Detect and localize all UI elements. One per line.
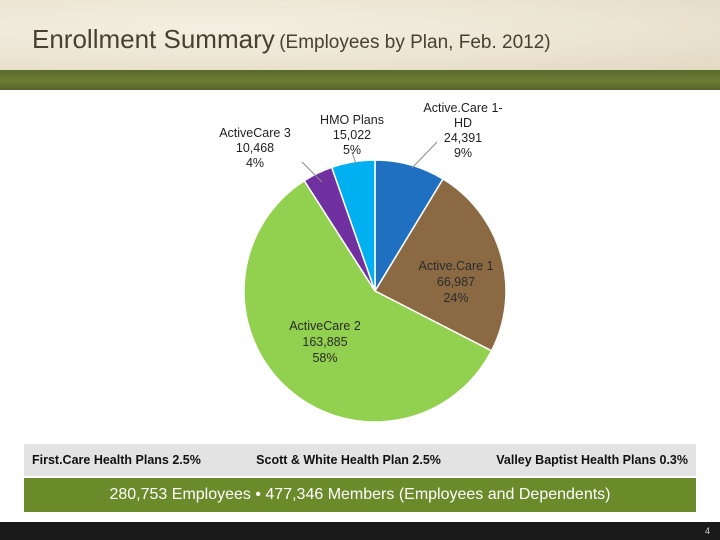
- other-plans-note-bar: [24, 444, 696, 476]
- footer-bar: [0, 522, 720, 540]
- label-ac1hd-pct: 9%: [453, 146, 473, 160]
- note-scott-white: Scott & White Health Plan 2.5%: [256, 453, 441, 467]
- label-hmo-value: 15,022: [332, 128, 372, 142]
- label-ac2-line1: ActiveCare 2: [289, 319, 361, 333]
- label-ac1-pct: 24%: [443, 291, 469, 305]
- label-ac3-line1: ActiveCare 3: [219, 126, 291, 140]
- label-ac1hd-value: 24,391: [443, 131, 483, 145]
- header-banner: [0, 0, 720, 70]
- label-ac2-pct: 58%: [312, 351, 338, 365]
- label-ac2-value: 163,885: [302, 335, 348, 349]
- pie-chart-svg: [0, 90, 720, 442]
- header-divider-bar: [0, 70, 720, 90]
- page-number: 4: [704, 526, 710, 536]
- note-firstcare: First.Care Health Plans 2.5%: [32, 453, 201, 467]
- leader-line-ac1hd: [412, 142, 437, 168]
- label-ac3-pct: 4%: [245, 156, 265, 170]
- label-ac1-value: 66,987: [436, 275, 476, 289]
- label-hmo-pct: 5%: [342, 143, 362, 157]
- enrollment-pie-chart: [0, 90, 720, 442]
- page-title: [32, 24, 551, 55]
- enrollment-totals-bar: [24, 478, 696, 512]
- page-title-sub: (Employees by Plan, Feb. 2012): [279, 32, 551, 53]
- note-valley-baptist: Valley Baptist Health Plans 0.3%: [496, 453, 688, 467]
- label-ac1hd-line2: HD: [453, 116, 473, 130]
- enrollment-totals-text: 280,753 Employees • 477,346 Members (Employees and Dependents): [109, 486, 611, 503]
- label-ac1-line1: Active.Care 1: [418, 259, 494, 273]
- label-ac3-value: 10,468: [235, 141, 275, 155]
- label-hmo-line1: HMO Plans: [320, 113, 384, 127]
- label-ac1hd-line1: Active.Care 1-: [423, 101, 503, 115]
- page-title-main: Enrollment Summary: [32, 24, 275, 54]
